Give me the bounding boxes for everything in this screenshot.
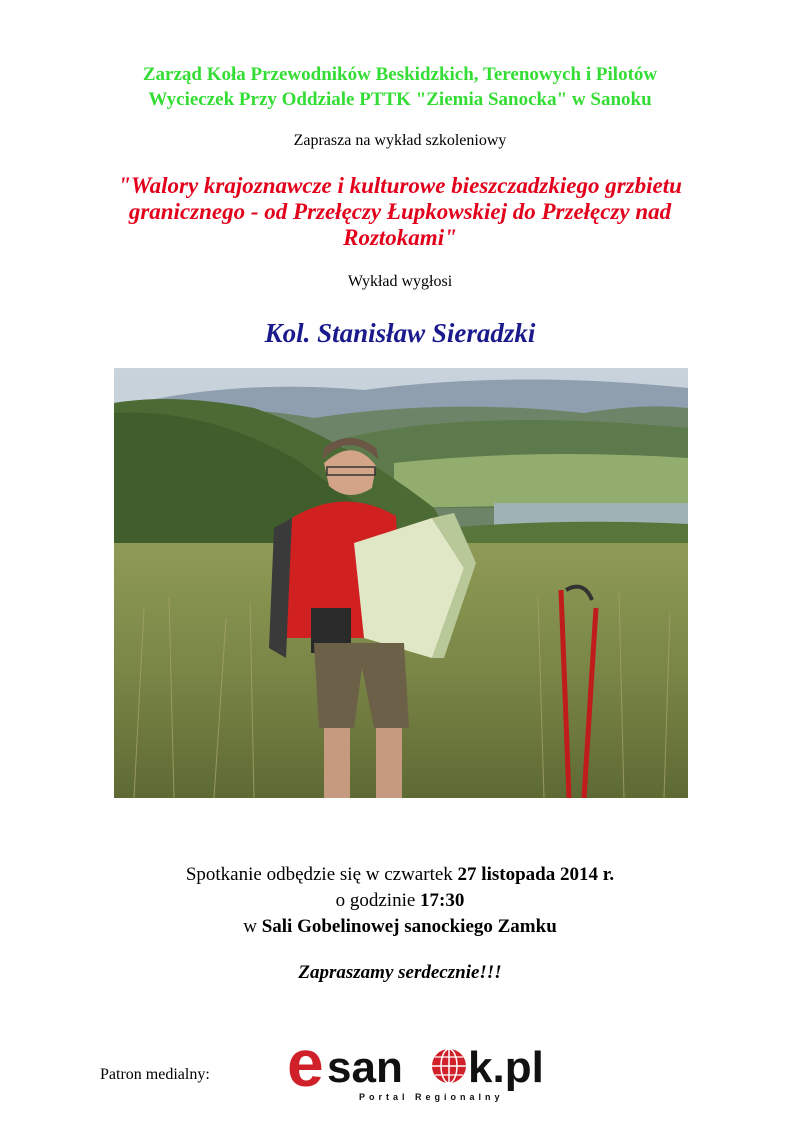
meeting-place-line: [0, 914, 800, 940]
meeting-time-line: [0, 888, 800, 914]
logo-word-san: san: [327, 1043, 403, 1092]
patron-label: Patron medialny:: [100, 1066, 210, 1083]
logo-letter-e: e: [287, 1038, 324, 1100]
lecture-title-line-3: Roztokami": [343, 225, 457, 250]
speaker-name: Kol. Stanisław Sieradzki: [264, 318, 536, 348]
meeting-date-prefix: Spotkanie odbędzie się w czwartek: [185, 864, 458, 885]
logo-tagline: Portal Regionalny: [359, 1092, 504, 1102]
logo-word-k-pl: k.pl: [468, 1043, 544, 1092]
given-by-text: Wykład wygłosi: [347, 273, 453, 290]
lecture-title: [0, 173, 800, 251]
organizer-line-1: Zarząd Koła Przewodników Beskidzkich, Terenowych i Pilotów: [142, 64, 658, 85]
meeting-place-prefix: w: [243, 916, 262, 937]
meeting-info: [0, 862, 800, 940]
invite-text: Zaprasza na wykład szkoleniowy: [293, 132, 507, 149]
meeting-date: 27 listopada 2014 r.: [457, 864, 615, 885]
meeting-time: 17:30: [420, 890, 465, 911]
globe-icon: [432, 1049, 466, 1083]
closing-invitation: Zapraszamy serdecznie!!!: [298, 962, 502, 983]
esanok-logo: [287, 1038, 579, 1102]
meeting-date-line: [0, 862, 800, 888]
lecture-title-line-1: "Walory krajoznawcze i kulturowe bieszczadzkiego grzbietu: [118, 173, 682, 198]
meeting-place: Sali Gobelinowej sanockiego Zamku: [261, 916, 557, 937]
organizer-line-2: Wycieczek Przy Oddziale PTTK "Ziemia Sanocka" w Sanoku: [148, 89, 652, 110]
speaker-photo: [114, 368, 688, 798]
photo-illustration: [114, 368, 688, 798]
organizer-heading: [0, 62, 800, 112]
lecture-title-line-2: granicznego - od Przełęczy Łupkowskiej do Przełęczy nad: [128, 199, 672, 224]
esanok-logo-graphic: [287, 1038, 579, 1102]
meeting-time-prefix: o godzinie: [335, 890, 421, 911]
